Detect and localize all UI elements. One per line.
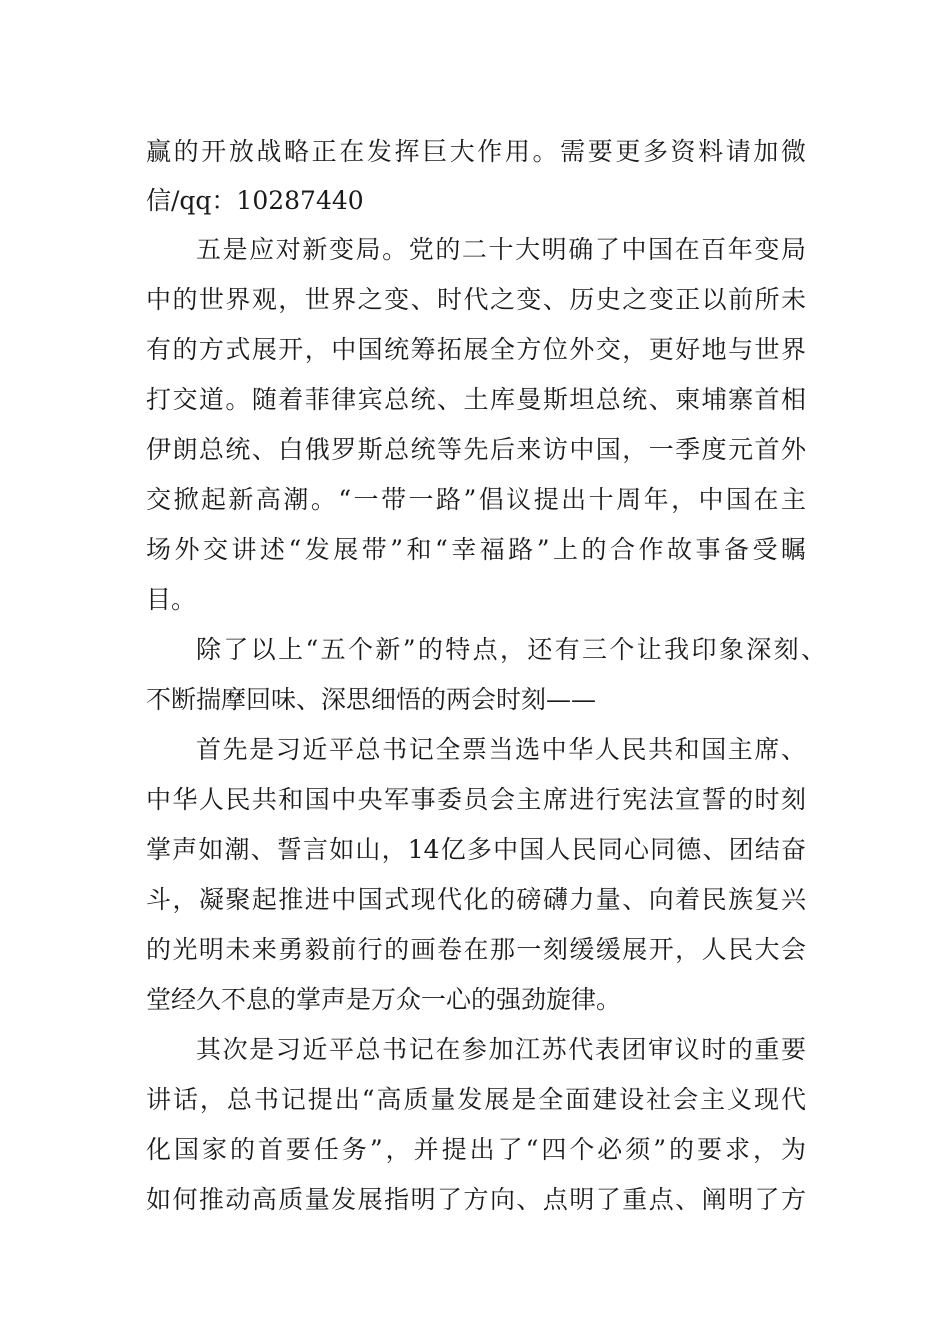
paragraph-first-line: 首先是习近平总书记全票当选中华人民共和国主席、 — [196, 735, 806, 764]
text-line: 斗，凝聚起推进中国式现代化的磅礴力量、向着民族复兴 — [146, 885, 806, 914]
text-line: 的光明未来勇毅前行的画卷在那一刻缓缓展开，人民大会 — [146, 935, 806, 964]
text-line: 场外交讲述“发展带”和“幸福路”上的合作故事备受瞩 — [146, 535, 806, 564]
text-line: 有的方式展开，中国统筹拓展全方位外交，更好地与世界 — [146, 335, 806, 364]
text-line: 交掀起新高潮。“一带一路”倡议提出十周年，中国在主 — [146, 485, 806, 514]
text-line: 信/qq：10287440 — [146, 186, 364, 215]
text-line: 化国家的首要任务”，并提出了“四个必须”的要求，为 — [146, 1135, 806, 1164]
text-line: 中的世界观，世界之变、时代之变、历史之变正以前所未 — [146, 285, 806, 314]
text-line: 伊朗总统、白俄罗斯总统等先后来访中国，一季度元首外 — [146, 435, 806, 464]
text-line: 堂经久不息的掌声是万众一心的强劲旋律。 — [146, 985, 622, 1014]
text-line: 不断揣摩回味、深思细悟的两会时刻—— — [146, 685, 597, 714]
text-line: 掌声如潮、誓言如山，14亿多中国人民同心同德、团结奋 — [146, 835, 806, 864]
text-line: 赢的开放战略正在发挥巨大作用。需要更多资料请加微 — [146, 137, 806, 166]
paragraph-first-line: 其次是习近平总书记在参加江苏代表团审议时的重要 — [196, 1035, 806, 1064]
paragraph-first-line: 五是应对新变局。党的二十大明确了中国在百年变局 — [196, 235, 806, 264]
text-line: 打交道。随着菲律宾总统、土库曼斯坦总统、柬埔寨首相 — [146, 385, 806, 414]
text-line: 如何推动高质量发展指明了方向、点明了重点、阐明了方 — [146, 1185, 806, 1214]
paragraph-first-line: 除了以上“五个新”的特点，还有三个让我印象深刻、 — [196, 635, 826, 664]
text-line: 中华人民共和国中央军事委员会主席进行宪法宣誓的时刻 — [146, 785, 806, 814]
text-line: 目。 — [146, 585, 197, 614]
text-line: 讲话，总书记提出“高质量发展是全面建设社会主义现代 — [146, 1085, 806, 1114]
